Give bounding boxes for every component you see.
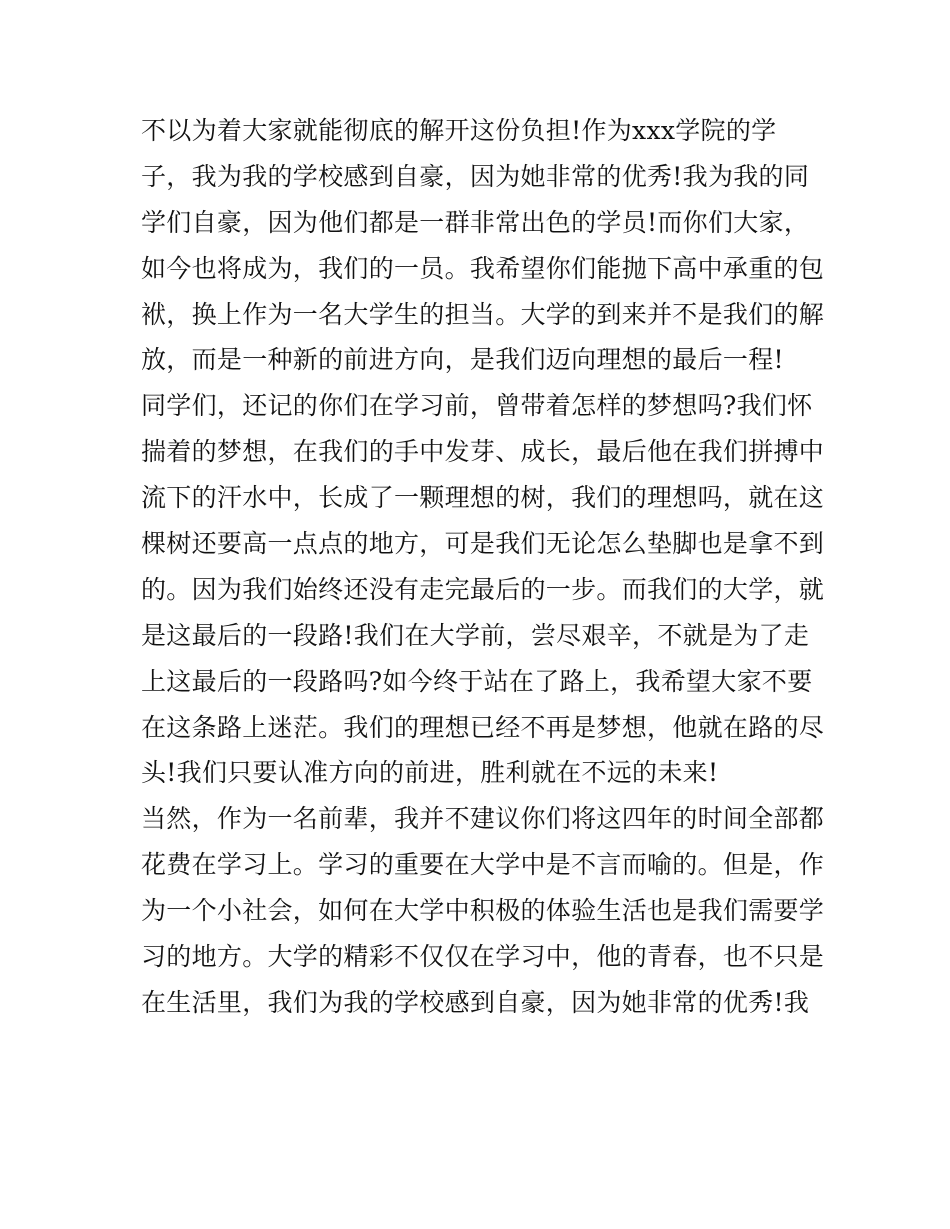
- text-line: 为一个小社会，如何在大学中积极的体验生活也是我们需要学: [141, 896, 825, 926]
- text-line: 放，而是一种新的前进方向，是我们迈向理想的最后一程!: [141, 345, 784, 375]
- text-line: 不以为着大家就能彻底的解开这份负担!作为xxx学院的学: [141, 116, 777, 145]
- text-line: 在这条路上迷茫。我们的理想已经不再是梦想，他就在路的尽: [141, 712, 825, 742]
- text-line: 花费在学习上。学习的重要在大学中是不言而喻的。但是，作: [141, 850, 825, 880]
- text-line: 棵树还要高一点点的地方，可是我们无论怎么垫脚也是拿不到: [141, 529, 825, 559]
- text-line: 的。因为我们始终还没有走完最后的一步。而我们的大学，就: [141, 574, 825, 604]
- body-text: [141, 108, 825, 1026]
- text-line: 上这最后的一段路吗?如今终于站在了路上，我希望大家不要: [141, 666, 813, 696]
- text-line: 是这最后的一段路!我们在大学前，尝尽艰辛，不就是为了走: [141, 620, 810, 650]
- text-line: 在生活里，我们为我的学校感到自豪，因为她非常的优秀!我: [141, 987, 810, 1017]
- text-line: 子，我为我的学校感到自豪，因为她非常的优秀!我为我的同: [141, 161, 810, 191]
- text-line: 学们自豪，因为他们都是一群非常出色的学员!而你们大家，: [141, 207, 810, 237]
- text-line: 揣着的梦想，在我们的手中发芽、成长，最后他在我们拼搏中: [141, 437, 825, 467]
- text-line: 头!我们只要认准方向的前进，胜利就在不远的未来!: [141, 758, 719, 788]
- text-line: 流下的汗水中，长成了一颗理想的树，我们的理想吗，就在这: [141, 483, 825, 513]
- text-line: 如今也将成为，我们的一员。我希望你们能抛下高中承重的包: [141, 253, 825, 283]
- text-line: 同学们，还记的你们在学习前，曾带着怎样的梦想吗?我们怀: [141, 391, 813, 421]
- text-line: 习的地方。大学的精彩不仅仅在学习中，他的青春，也不只是: [141, 942, 825, 972]
- text-line: 袱，换上作为一名大学生的担当。大学的到来并不是我们的解: [141, 299, 825, 329]
- text-line: 当然，作为一名前辈，我并不建议你们将这四年的时间全部都: [141, 804, 825, 834]
